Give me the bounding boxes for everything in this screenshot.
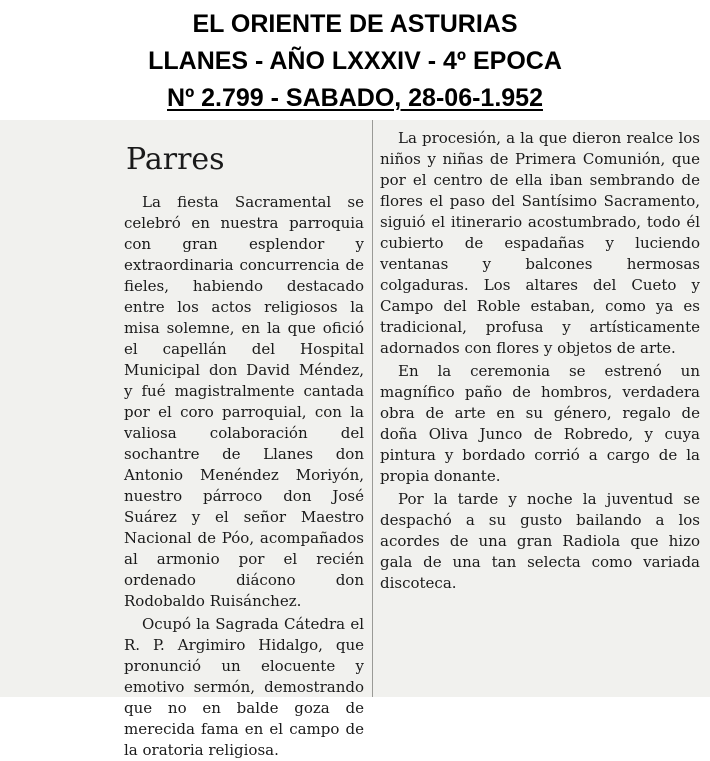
article-column-right [380, 120, 700, 594]
article-title: Parres [126, 142, 225, 177]
newspaper-clipping [0, 120, 710, 759]
edition-info: LLANES - AÑO LXXXIV - 4º EPOCA [148, 47, 562, 75]
article-paragraph: En la ceremonia se estrenó un magnífico paño de hombros, verdadera obra de arte en su género, regalo de doña Oliva Junco de Robredo, y cuya pintura y bordado corrió a cargo de la propia donante. [380, 362, 700, 485]
newspaper-header [0, 6, 710, 117]
article-paragraph: Por la tarde y noche la juventud se despachó a su gusto bailando a los acordes de una gran Radiola que hizo gala de una tan selecta como variada discoteca. [380, 490, 700, 592]
article-paragraph: La fiesta Sacramental se celebró en nuestra parroquia con gran esplendor y extraordinaria concurrencia de fieles, habiendo destacado entre los actos religiosos la misa solemne, en la que ofició el capellán del Hospital Municipal don David Méndez, y fué magistralmente cantada por el coro parroquial, con la valiosa colaboración del sochantre de Llanes don Antonio Menéndez Moriyón, nuestro párroco don José Suárez y el señor Maestro Nacional de Póo, acompañados al armonio por el recién ordenado diácono don Rodobaldo Ruisánchez. [124, 193, 364, 610]
article-column-left [124, 120, 364, 761]
article-paragraph: Ocupó la Sagrada Cátedra el R. P. Argimiro Hidalgo, que pronunció un elocuente y emotivo sermón, demostrando que no en balde goza de merecida fama en el campo de la oratoria religiosa. [124, 615, 364, 759]
issue-date: Nº 2.799 - SABADO, 28-06-1.952 [167, 84, 543, 112]
column-divider [372, 120, 373, 697]
article-paragraph: La procesión, a la que dieron realce los niños y niñas de Primera Comunión, que por el centro de ella iban sembrando de flores el paso del Santísimo Sacramento, siguió el itinerario acostumbrado, todo él cubierto de espadañas y luciendo ventanas y balcones hermosas colgaduras. Los altares del Cueto y Campo del Roble estaban, como ya es tradicional, profusa y artísticamente adornados con flores y objetos de arte. [380, 129, 700, 357]
newspaper-name: EL ORIENTE DE ASTURIAS [192, 10, 518, 38]
